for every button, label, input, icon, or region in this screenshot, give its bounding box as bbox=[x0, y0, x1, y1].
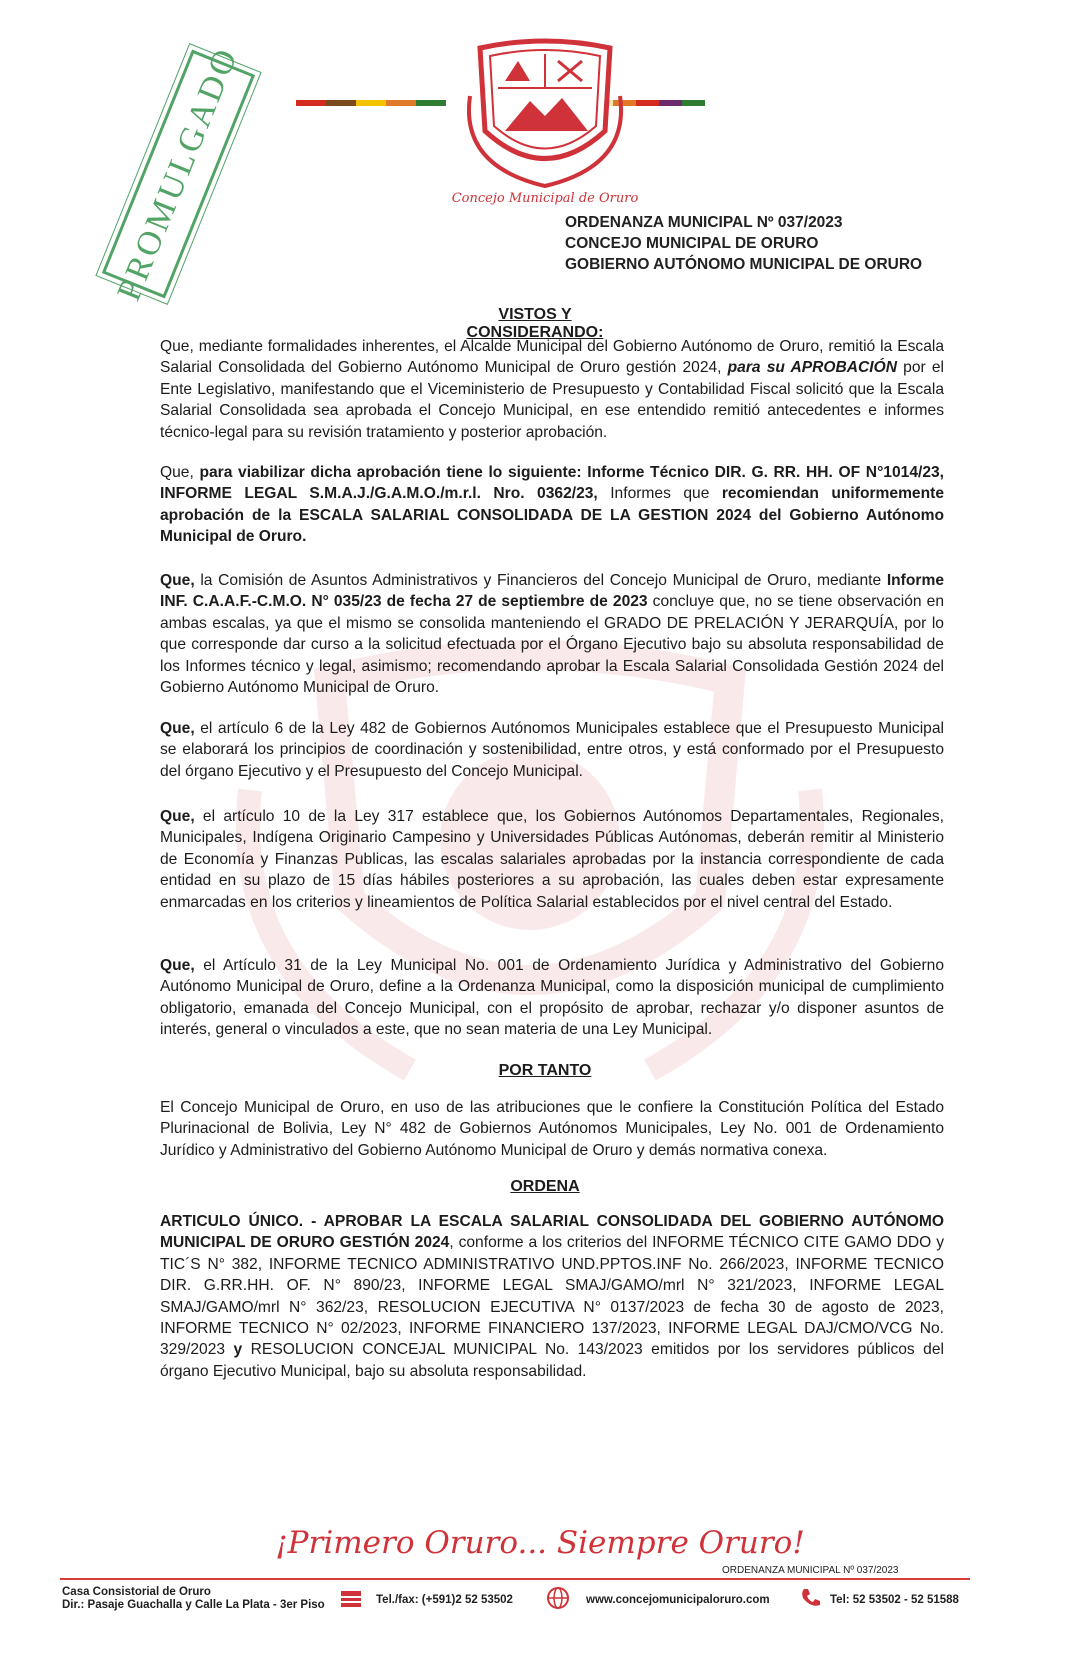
paragraph-1: Que, mediante formalidades inherentes, el Alcalde Municipal del Gobierno Autónomo de Oruro, remitió la Escala Salarial Consolidada del Gobierno Autónomo Municipal de Oruro gestión 2024, para su APROBACIÓN por el Ente Legislativo, manifestando que el Viceministerio de Presupuesto y Contabilidad Fiscal solicitó que la Escala Salarial Consolidada sea aprobada el Concejo Municipal, en ese entendido remitió antecedentes e informes técnico-legal para su revisión tratamiento y posterior aprobación. bbox=[160, 338, 944, 441]
paragraph-7: El Concejo Municipal de Oruro, en uso de las atribuciones que le confiere la Constitución Política del Estado Plurinacional de Bolivia, Ley N° 482 de Gobiernos Autónomos Municipales, Ley No. 001 de Ordenamiento Jurídico y Administrativo del Gobierno Autónomo Municipal de Oruro y demás normativa conexa. bbox=[160, 1099, 944, 1159]
paragraph-5: Que, el artículo 10 de la Ley 317 establece que, los Gobiernos Autónomos Departamentales, Regionales, Municipales, Indígena Originario Campesino y Universidades Públicas Autónomas, deberán remitir al Ministerio de Economía y Finanzas Publicas, las escalas salariales aprobadas por la instancia correspondiente de cada entidad en su plazo de 15 días hábiles posteriores a su aprobación, las cuales deben estar expresamente enmarcadas en los criterios y lineamientos de Política Salarial establecidos por el nivel central del Estado. bbox=[160, 808, 944, 911]
header-title: ORDENANZA MUNICIPAL Nº 037/2023 bbox=[565, 214, 843, 231]
slogan: ¡Primero Oruro... Siempre Oruro! bbox=[275, 1525, 805, 1561]
paragraph-6: Que, el Artículo 31 de la Ley Municipal No. 001 de Ordenamiento Jurídica y Administrativo del Gobierno Autónomo Municipal de Oruro, define a la Ordenanza Municipal, como la disposición municipal de cumplimiento obligatorio, emanada del Concejo Municipal, con el propósito de aprobar, rechazar y/o disponer asuntos de interés, general o vinculados a este, que no sean materia de una Ley Municipal. bbox=[160, 957, 944, 1039]
section-por-tanto: POR TANTO bbox=[498, 1062, 592, 1079]
section-vistos: VISTOS Y CONSIDERANDO: bbox=[466, 306, 604, 341]
seal-caption: Concejo Municipal de Oruro bbox=[451, 191, 639, 206]
flag-bar-left bbox=[296, 100, 446, 106]
paragraph-4: Que, el artículo 6 de la Ley 482 de Gobiernos Autónomos Municipales establece que el Presupuesto Municipal se elaborará los principios de coordinación y sostenibilidad, entre otros, y está conformado por el Presupuesto del órgano Ejecutivo y el Presupuesto del Concejo Municipal. bbox=[160, 720, 944, 780]
footer-telfax: Tel./fax: (+591)2 52 53502 bbox=[376, 1594, 513, 1606]
paragraph-3: Que, la Comisión de Asuntos Administrativos y Financieros del Concejo Municipal de Oruro, mediante Informe INF. C.A.A.F.-C.M.O. N° 035/23 de fecha 27 de septiembre de 2023 concluye que, no se tiene observación en ambas escalas, ya que el mismo se consolida manteniendo el GRADO DE PRELACIÓN Y JERARQUÍA, por lo que corresponde dar curso a la solicitud efectuada por el Órgano Ejecutivo bajo su absoluta responsabilidad de los Informes técnico y legal, asimismo; recomendando aprobar la Escala Salarial Consolidada Gestión 2024 del Gobierno Autónomo Municipal de Oruro. bbox=[160, 572, 944, 697]
header-government: GOBIERNO AUTÓNOMO MUNICIPAL DE ORURO bbox=[565, 256, 923, 273]
footer-doc-ref: ORDENANZA MUNICIPAL Nº 037/2023 bbox=[722, 1565, 899, 1576]
header-council: CONCEJO MUNICIPAL DE ORURO bbox=[565, 235, 819, 252]
footer-phone: Tel: 52 53502 - 52 51588 bbox=[830, 1594, 959, 1606]
paragraph-2: Que, para viabilizar dicha aprobación tiene lo siguiente: Informe Técnico DIR. G. RR. HH. OF N°1014/23, INFORME LEGAL S.M.A.J./G.A.M.O./m.r.l. Nro. 0362/23, Informes que recomiendan uniformemente aprobación de la ESCALA SALARIAL CONSOLIDADA DE LA GESTION 2024 del Gobierno Autónomo Municipal de Oruro. bbox=[160, 464, 945, 546]
paragraph-article: ARTICULO ÚNICO. - APROBAR LA ESCALA SALARIAL CONSOLIDADA DEL GOBIERNO AUTÓNOMO MUNICIPAL DE ORURO GESTIÓN 2024, conforme a los criterios del INFORME TÉCNICO CITE GAMO DDO y TIC´S N° 382, INFORME TECNICO ADMINISTRATIVO UND.PPTOS.INF No. 266/2023, INFORME TECNICO DIR. G.RR.HH. OF. N° 890/23, INFORME LEGAL SMAJ/GAMO/mrl N° 321/2023, INFORME LEGAL SMAJ/GAMO/mrl N° 362/23, RESOLUCION EJECUTIVA N° 0137/2023 de fecha 30 de agosto de 2023, INFORME TECNICO N° 02/2023, INFORME FINANCIERO 137/2023, INFORME LEGAL DAJ/CMO/VCG No. 329/2023 y RESOLUCION CONCEJAL MUNICIPAL No. 143/2023 emitidos por los servidores públicos del órgano Ejecutivo Municipal, bajo su absoluta responsabilidad. bbox=[160, 1213, 944, 1380]
seal-emblem bbox=[450, 36, 640, 206]
footer-website[interactable]: www.concejomunicipaloruro.com bbox=[586, 1594, 770, 1606]
footer-address: Casa Consistorial de Oruro Dir.: Pasaje Guachalla y Calle La Plata - 3er Piso bbox=[62, 1586, 325, 1611]
phone-icon bbox=[798, 1585, 824, 1611]
building-icon bbox=[338, 1588, 364, 1610]
promulgado-stamp: PROMULGADO bbox=[102, 50, 255, 299]
section-ordena: ORDENA bbox=[510, 1178, 580, 1195]
footer-divider bbox=[60, 1578, 970, 1580]
globe-icon bbox=[545, 1585, 571, 1611]
document-header bbox=[565, 212, 922, 275]
